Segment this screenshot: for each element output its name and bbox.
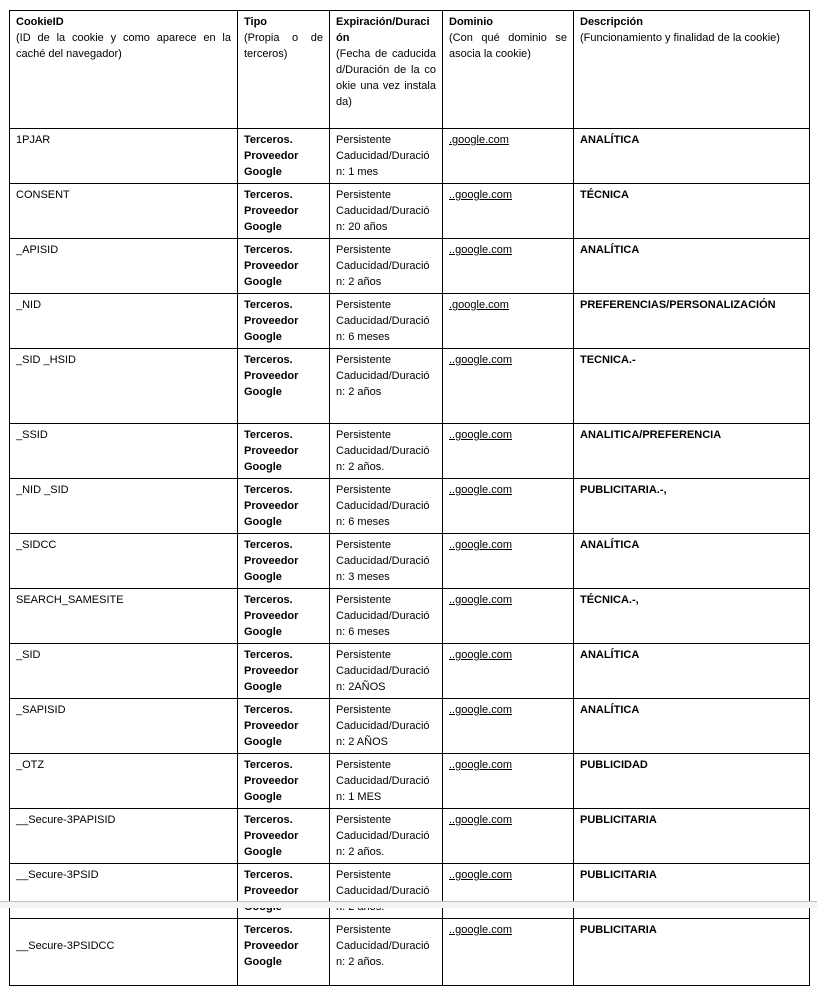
cookie-expiracion xyxy=(330,184,443,239)
cookie-exp-duration: Caducidad/Duración: 6 meses xyxy=(336,610,430,638)
cookie-tipo-text: Terceros. Proveedor xyxy=(244,869,299,897)
cookie-expiracion xyxy=(330,129,443,184)
header-dominio-title: Dominio xyxy=(449,16,493,28)
cookie-id-text: _SID xyxy=(16,649,41,661)
cookie-id-text: __Secure-3PSID xyxy=(16,869,99,881)
cookie-expiracion xyxy=(330,864,443,919)
header-cookieid-title: CookieID xyxy=(16,16,64,28)
cookie-exp-duration: Caducidad/Duración: 2AÑOS xyxy=(336,665,430,693)
cookie-exp-duration: Caducidad/Duración: 3 meses xyxy=(336,555,430,583)
cookie-dominio xyxy=(443,919,574,986)
table-row xyxy=(10,864,810,919)
cookie-dominio-link[interactable]: ..google.com xyxy=(449,244,512,256)
header-descripcion xyxy=(574,11,810,129)
cookie-descripcion xyxy=(574,424,810,479)
cookie-descripcion-text: PUBLICITARIA xyxy=(580,814,657,826)
cookie-descripcion-text: ANALÍTICA xyxy=(580,649,640,661)
cookie-dominio xyxy=(443,589,574,644)
cookie-exp-duration: Caducidad/Duración: 1 MES xyxy=(336,775,430,803)
cookie-dominio-link[interactable]: ..google.com xyxy=(449,924,512,936)
cookie-id-text: _APISID xyxy=(16,244,59,256)
cookie-descripcion xyxy=(574,589,810,644)
cookie-exp-type: Persistente xyxy=(336,244,392,256)
cookie-dominio-link[interactable]: ..google.com xyxy=(449,814,512,826)
cookie-tipo-text: Terceros. Proveedor Google xyxy=(244,539,299,583)
cookie-exp-type: Persistente xyxy=(336,539,392,551)
header-dominio-sub: (Con qué dominio se asocia la cookie) xyxy=(449,32,567,60)
cookie-exp-duration: Caducidad/Duración: 2 años. xyxy=(336,445,430,473)
cookie-descripcion-text: ANALÍTICA xyxy=(580,704,640,716)
cookie-id xyxy=(10,184,238,239)
table-row xyxy=(10,239,810,294)
cookie-expiracion xyxy=(330,239,443,294)
cookie-tipo xyxy=(238,919,330,986)
cookie-id xyxy=(10,349,238,424)
cookie-descripcion xyxy=(574,644,810,699)
cookie-descripcion-text: ANALITICA/PREFERENCIA xyxy=(580,429,722,441)
cookie-dominio xyxy=(443,239,574,294)
cookie-id xyxy=(10,534,238,589)
header-descripcion-title: Descripción xyxy=(580,16,643,28)
cookie-descripcion xyxy=(574,919,810,986)
cookie-exp-type: Persistente xyxy=(336,869,392,881)
cookie-exp-duration: Caducidad/Duración: 6 meses xyxy=(336,500,430,528)
table-row xyxy=(10,644,810,699)
cookie-tipo xyxy=(238,754,330,809)
cookie-tipo xyxy=(238,479,330,534)
cookie-exp-duration: Caducidad/Duración: 2 años xyxy=(336,370,430,398)
cookie-dominio-link[interactable]: .google.com xyxy=(449,299,509,311)
cookie-exp-type: Persistente xyxy=(336,594,392,606)
cookie-expiracion xyxy=(330,644,443,699)
cookie-exp-duration: Caducidad/Duración: 1 mes xyxy=(336,150,430,178)
cookie-dominio xyxy=(443,184,574,239)
cookie-dominio xyxy=(443,644,574,699)
table-header-row xyxy=(10,11,810,129)
cookie-tipo-text: Terceros. Proveedor Google xyxy=(244,594,299,638)
cookie-dominio-link[interactable]: ..google.com xyxy=(449,539,512,551)
cookie-tipo xyxy=(238,589,330,644)
cookie-descripcion-text: TÉCNICA.-, xyxy=(580,594,639,606)
cookie-descripcion-text: PUBLICITARIA xyxy=(580,924,657,936)
cookie-tipo xyxy=(238,294,330,349)
cookie-exp-duration: Caducidad/Duració xyxy=(336,885,430,897)
cookie-dominio-link[interactable]: ..google.com xyxy=(449,869,512,881)
cookie-exp-type: Persistente xyxy=(336,189,392,201)
cookie-exp-duration: Caducidad/Duración: 2 años. xyxy=(336,940,430,968)
cookie-dominio xyxy=(443,754,574,809)
cookie-expiracion xyxy=(330,919,443,986)
cookie-expiracion xyxy=(330,294,443,349)
cookie-exp-type: Persistente xyxy=(336,649,392,661)
cookie-tipo-text: Terceros. Proveedor Google xyxy=(244,759,299,803)
header-dominio xyxy=(443,11,574,129)
cookie-descripcion-text: PUBLICITARIA.-, xyxy=(580,484,667,496)
cookie-tipo xyxy=(238,644,330,699)
cookie-dominio xyxy=(443,129,574,184)
cookie-id-text: _SID _HSID xyxy=(16,354,76,366)
cookie-descripcion xyxy=(574,349,810,424)
table-row xyxy=(10,919,810,986)
table-row xyxy=(10,479,810,534)
cookie-tipo-text: Terceros. Proveedor Google xyxy=(244,814,299,858)
cookie-descripcion xyxy=(574,184,810,239)
cookie-tipo-text: Terceros. Proveedor Google xyxy=(244,924,299,968)
cookie-tipo xyxy=(238,534,330,589)
cookie-id-text: _NID _SID xyxy=(16,484,69,496)
cookie-descripcion xyxy=(574,699,810,754)
cookie-descripcion xyxy=(574,294,810,349)
cookie-expiracion xyxy=(330,349,443,424)
cookie-id xyxy=(10,699,238,754)
cookie-id-text: __Secure-3PAPISID xyxy=(16,814,116,826)
cookie-id-text: 1PJAR xyxy=(16,134,51,146)
cookie-exp-duration: Caducidad/Duración: 20 años xyxy=(336,205,430,233)
cookie-id-text: CONSENT xyxy=(16,189,70,201)
cookie-dominio-link[interactable]: ..google.com xyxy=(449,649,512,661)
cookie-tipo-text: Terceros. Proveedor Google xyxy=(244,134,299,178)
cookie-tipo-text: Terceros. Proveedor Google xyxy=(244,354,299,398)
header-tipo xyxy=(238,11,330,129)
header-expiracion xyxy=(330,11,443,129)
cookie-expiracion xyxy=(330,534,443,589)
cookie-descripcion-text: TECNICA.- xyxy=(580,354,636,366)
cookie-expiracion xyxy=(330,809,443,864)
cookie-tipo xyxy=(238,864,330,919)
cookie-tipo xyxy=(238,239,330,294)
cookie-exp-duration: Caducidad/Duración: 6 meses xyxy=(336,315,430,343)
cookie-id xyxy=(10,294,238,349)
cookie-tipo-text: Terceros. Proveedor Google xyxy=(244,429,299,473)
cookie-dominio xyxy=(443,534,574,589)
cookies-table xyxy=(9,10,810,986)
header-expiracion-title: Expiración/Duración xyxy=(336,16,430,44)
cookie-id xyxy=(10,919,238,986)
cookie-dominio xyxy=(443,294,574,349)
cookie-id-text: _OTZ xyxy=(16,759,45,771)
cookie-exp-duration: Caducidad/Duración: 2 años. xyxy=(336,830,430,858)
cookie-id xyxy=(10,129,238,184)
cookie-descripcion xyxy=(574,534,810,589)
cookie-dominio xyxy=(443,349,574,424)
cookie-dominio-link[interactable]: ..google.com xyxy=(449,484,512,496)
cookie-tipo xyxy=(238,184,330,239)
header-tipo-sub: (Propia o de terceros) xyxy=(244,32,323,60)
cookie-id xyxy=(10,424,238,479)
cookie-id xyxy=(10,589,238,644)
cookie-exp-type: Persistente xyxy=(336,759,392,771)
cookie-exp-type: Persistente xyxy=(336,429,392,441)
cookie-id-text: _SIDCC xyxy=(16,539,57,551)
cookie-dominio-link[interactable]: ..google.com xyxy=(449,189,512,201)
cookie-id-text: _SSID xyxy=(16,429,48,441)
cookie-id-text: _SAPISID xyxy=(16,704,66,716)
cookie-exp-type: Persistente xyxy=(336,484,392,496)
cookie-tipo-text: Terceros. Proveedor Google xyxy=(244,649,299,693)
header-descripcion-sub: (Funcionamiento y finalidad de la cookie) xyxy=(580,32,780,44)
cookie-dominio xyxy=(443,479,574,534)
cookie-id xyxy=(10,809,238,864)
cookie-descripcion-text: ANALÍTICA xyxy=(580,244,640,256)
cookie-expiracion xyxy=(330,589,443,644)
cookie-dominio xyxy=(443,809,574,864)
cookie-tipo-text: Terceros. Proveedor Google xyxy=(244,299,299,343)
cookie-descripcion xyxy=(574,754,810,809)
table-row xyxy=(10,809,810,864)
cookie-id-text: SEARCH_SAMESITE xyxy=(16,594,124,606)
cookie-id-text: _NID xyxy=(16,299,42,311)
table-row xyxy=(10,349,810,424)
cookie-expiracion xyxy=(330,424,443,479)
cookie-exp-type: Persistente xyxy=(336,299,392,311)
cookie-expiracion xyxy=(330,699,443,754)
cookie-exp-type: Persistente xyxy=(336,354,392,366)
cookie-dominio-link[interactable]: ..google.com xyxy=(449,704,512,716)
table-row xyxy=(10,129,810,184)
cookie-id xyxy=(10,479,238,534)
cookie-exp-type: Persistente xyxy=(336,814,392,826)
cookie-id xyxy=(10,754,238,809)
table-row xyxy=(10,754,810,809)
cookie-id xyxy=(10,864,238,919)
cookie-tipo-text: Terceros. Proveedor Google xyxy=(244,189,299,233)
cookie-dominio-link[interactable]: ..google.com xyxy=(449,429,512,441)
header-cookieid xyxy=(10,11,238,129)
cookie-dominio xyxy=(443,864,574,919)
cookie-expiracion xyxy=(330,479,443,534)
cookie-tipo-text: Terceros. Proveedor Google xyxy=(244,704,299,748)
cookie-descripcion-text: PREFERENCIAS/PERSONALIZACIÓN xyxy=(580,299,776,311)
table-row xyxy=(10,184,810,239)
cookie-tipo-text: Terceros. Proveedor Google xyxy=(244,244,299,288)
cookie-id-text: __Secure-3PSIDCC xyxy=(16,940,115,952)
cookie-descripcion xyxy=(574,809,810,864)
cookie-exp-type: Persistente xyxy=(336,704,392,716)
header-expiracion-sub: (Fecha de caducidad/Duración de la cookie una vez instalada) xyxy=(336,48,436,108)
cookie-tipo xyxy=(238,809,330,864)
cookie-exp-type: Persistente xyxy=(336,134,392,146)
cookie-tipo-text: Terceros. Proveedor Google xyxy=(244,484,299,528)
cookie-exp-duration: Caducidad/Duración: 2 años xyxy=(336,260,430,288)
cookie-dominio-link[interactable]: ..google.com xyxy=(449,354,512,366)
table-row xyxy=(10,699,810,754)
cookie-exp-duration: Caducidad/Duración: 2 AÑOS xyxy=(336,720,430,748)
cookie-descripcion-text: ANALÍTICA xyxy=(580,539,640,551)
cookie-dominio xyxy=(443,424,574,479)
cookie-descripcion-text: TÉCNICA xyxy=(580,189,629,201)
cookie-id xyxy=(10,239,238,294)
cookie-dominio xyxy=(443,699,574,754)
cookie-descripcion-text: PUBLICIDAD xyxy=(580,759,648,771)
header-tipo-title: Tipo xyxy=(244,16,268,28)
cookie-tipo xyxy=(238,349,330,424)
cookie-descripcion-text: PUBLICITARIA xyxy=(580,869,657,881)
table-row xyxy=(10,534,810,589)
cookie-descripcion xyxy=(574,129,810,184)
table-row xyxy=(10,424,810,479)
cookie-descripcion xyxy=(574,239,810,294)
cookie-descripcion xyxy=(574,479,810,534)
cookie-exp-type: Persistente xyxy=(336,924,392,936)
cookie-expiracion xyxy=(330,754,443,809)
table-row xyxy=(10,294,810,349)
cookie-tipo xyxy=(238,424,330,479)
cookie-dominio-link[interactable]: ..google.com xyxy=(449,594,512,606)
cookie-tipo xyxy=(238,699,330,754)
cookie-tipo xyxy=(238,129,330,184)
table-row xyxy=(10,589,810,644)
cookie-dominio-link[interactable]: .google.com xyxy=(449,134,509,146)
cookie-dominio-link[interactable]: ..google.com xyxy=(449,759,512,771)
header-cookieid-sub: (ID de la cookie y como aparece en la caché del navegador) xyxy=(16,32,231,60)
cookie-descripcion-text: ANALÍTICA xyxy=(580,134,640,146)
cookie-descripcion xyxy=(574,864,810,919)
cookie-id xyxy=(10,644,238,699)
